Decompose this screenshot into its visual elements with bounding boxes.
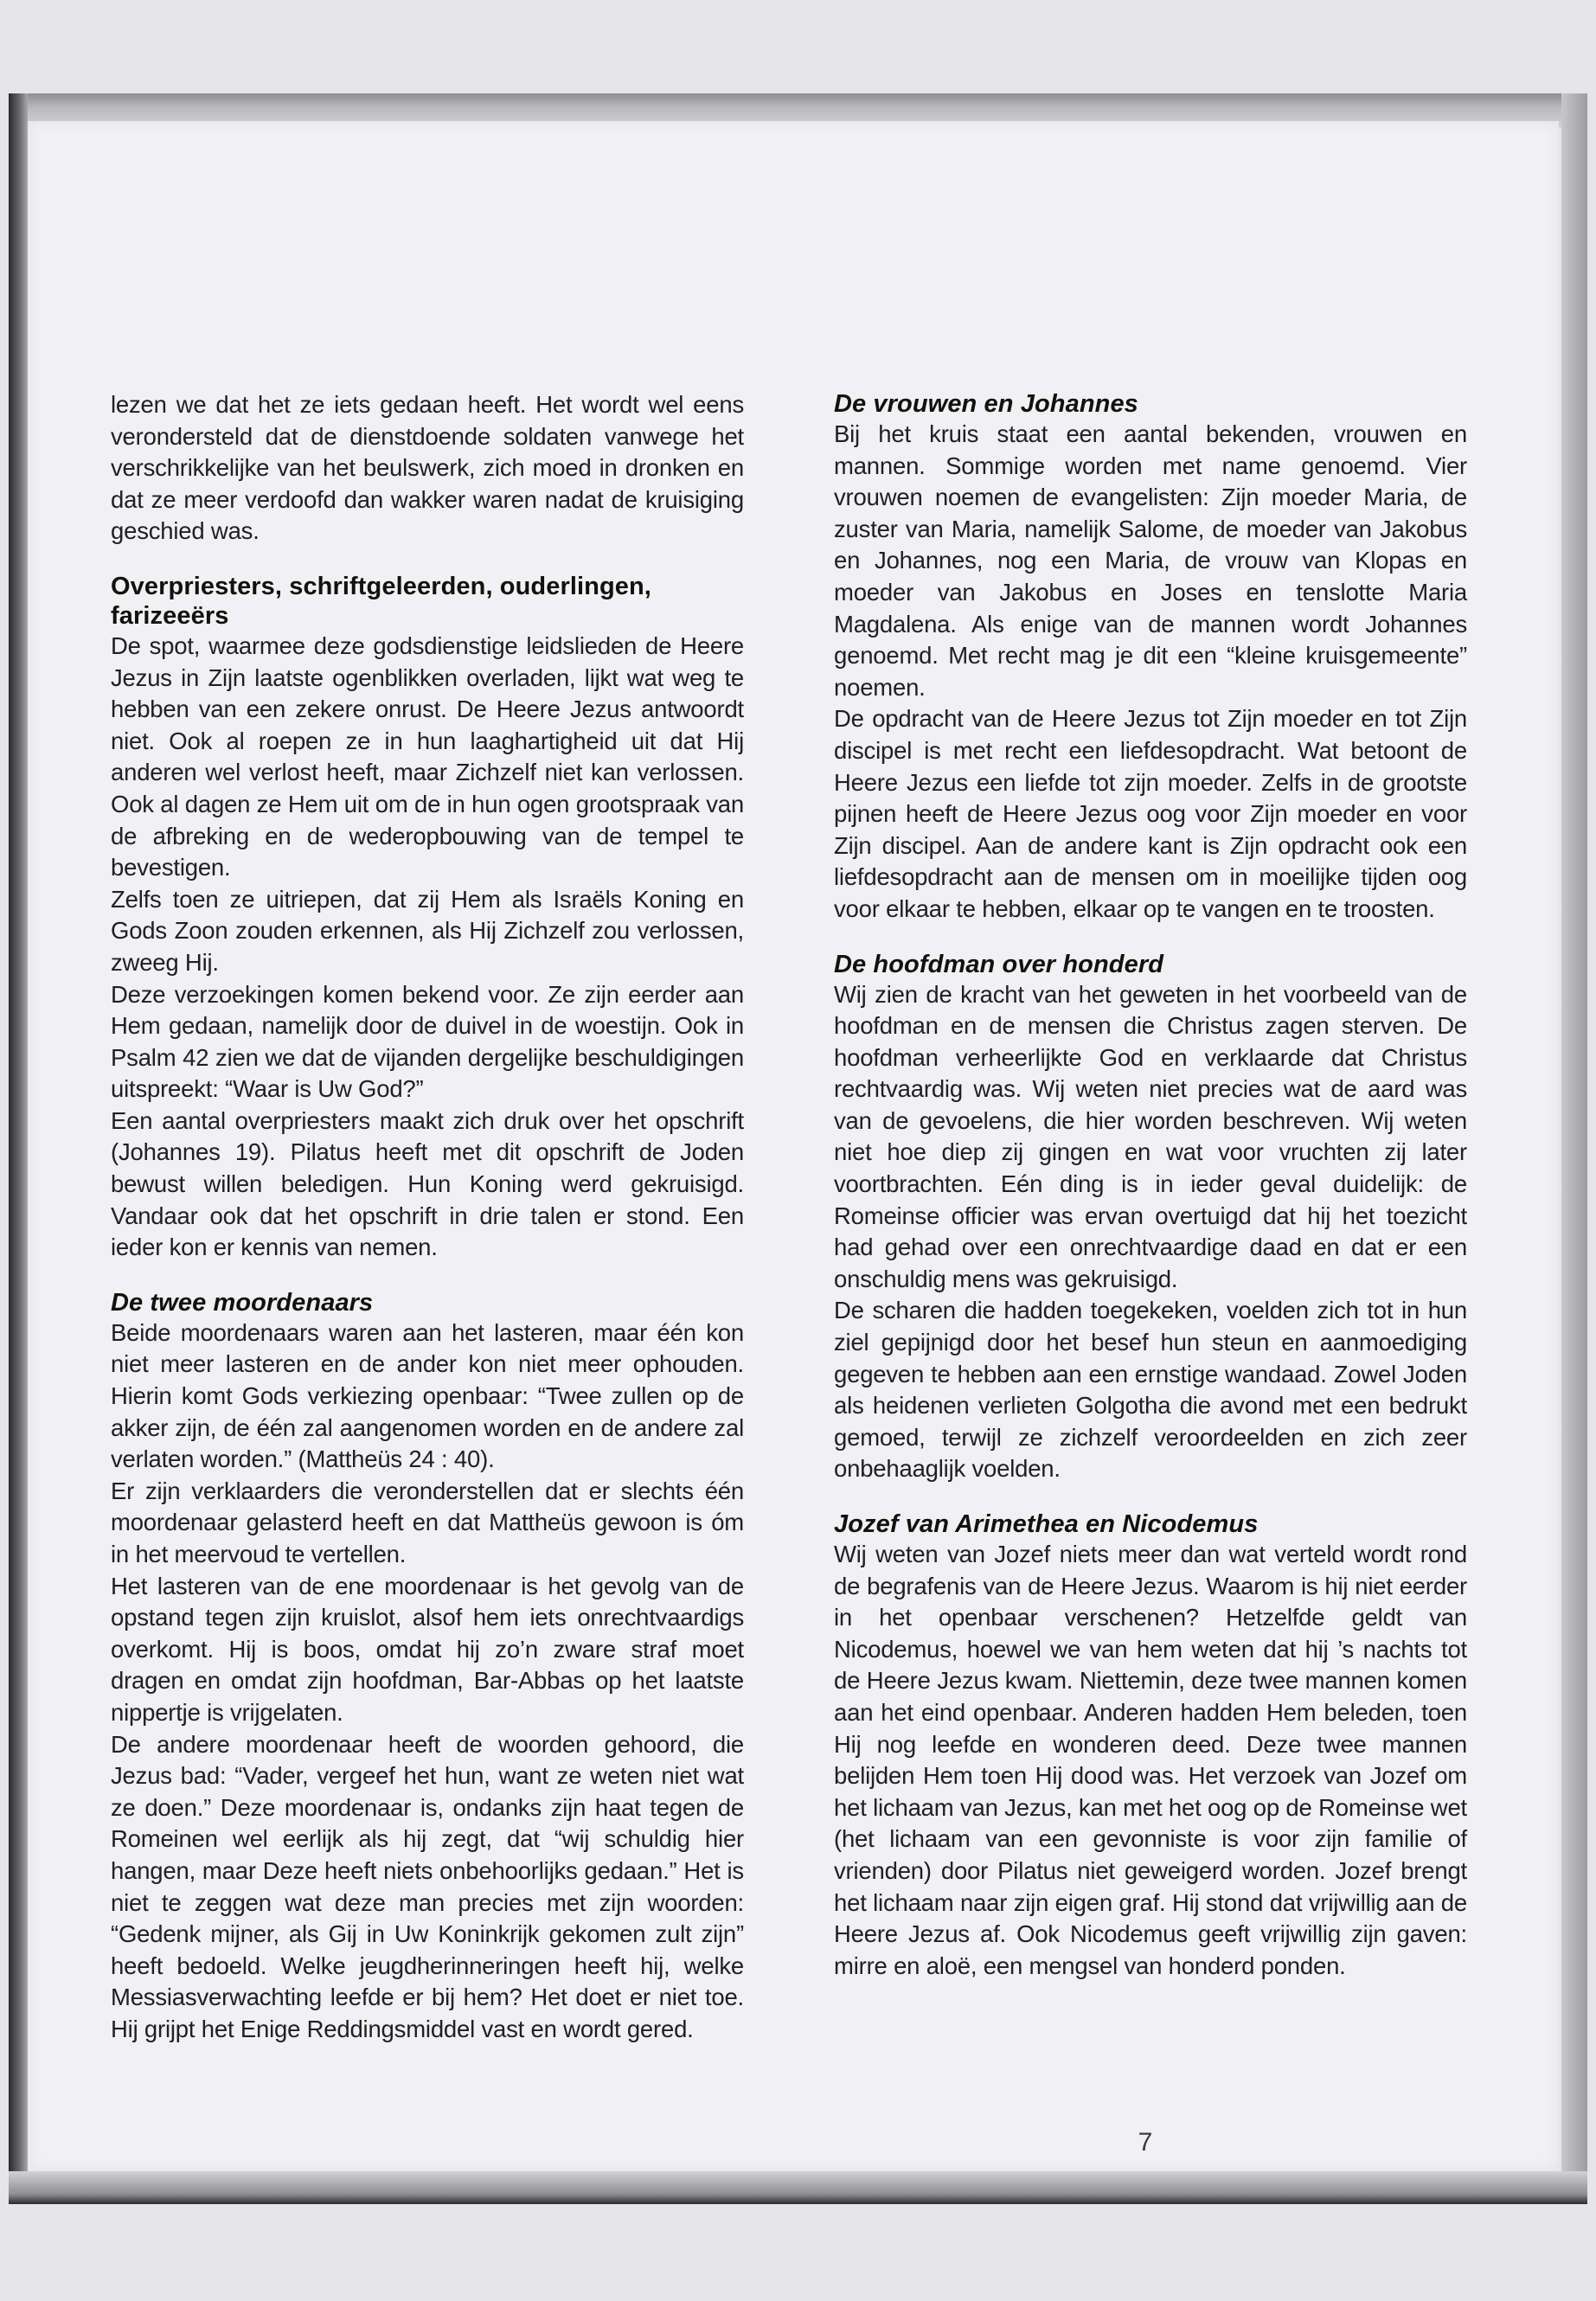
paragraph: Zelfs toen ze uitriepen, dat zij Hem als Israëls Koning en Gods Zoon zouden erkennen, als Hij Zichzelf zou verlossen, zweeg Hij. [111, 885, 744, 976]
paragraph: Bij het kruis staat een aantal bekenden, vrouwen en mannen. Sommige worden met name genoemd. Vier vrouwen noemen de evangelisten: Zijn moeder Maria, de zuster van Maria, namelijk Salome, de moeder van Jakobus en Johannes, nog een Maria, de vrouw van Klopas en moeder van Jakobus en Joses en tenslotte Maria Magdalena. Als enige van de mannen wordt Johannes genoemd. Met recht mag je dit een “kleine kruisgemeente” noemen. [834, 420, 1467, 701]
paragraph: Wij zien de kracht van het geweten in het voorbeeld van de hoofdman en de mensen die Christus zagen sterven. De hoofdman verheerlijkte God en verklaarde dat Christus rechtvaardig was. Wij weten niet precies wat de aard was van de gevoelens, die hier worden beschreven. Wij weten niet hoe diep zij gingen en wat voor vruchten zij later voortbrachten. Eén ding is in ieder geval duidelijk: de Romeinse officier was ervan overtuigd dat hij het toezicht had gehad over een onrechtvaardige daad en dat er een onschuldig mens was gekruisigd. [834, 980, 1467, 1292]
section-heading-vrouwen: De vrouwen en Johannes [834, 390, 1138, 418]
paragraph: De andere moordenaar heeft de woorden gehoord, die Jezus bad: “Vader, vergeef het hun, want ze weten niet wat ze doen.” Deze moordenaar is, ondanks zijn haat tegen de Romeinen wel eerlijk als hij zegt, dat “wij schuldig hier hangen, maar Deze heeft niets onbehoorlijks gedaan.” Het is niet te zeggen wat deze man precies met zijn woorden: “Gedenk mijner, als Gij in Uw Koninkrijk gekomen zult zijn” heeft bedoeld. Welke jeugdherinneringen heeft hij, welke Messiasverwachting leefde er bij hem? Het doet er niet toe. Hij grijpt het Enige Reddingsmiddel vast en wordt gered. [111, 1730, 744, 2042]
paragraph: De opdracht van de Heere Jezus tot Zijn moeder en tot Zijn discipel is met recht een liefdesopdracht. Wat betoont de Heere Jezus een liefde tot zijn moeder. Zelfs in de grootste pijnen heeft de Heere Jezus oog voor Zijn moeder en voor Zijn discipel. Aan de andere kant is Zijn opdracht ook een liefdesopdracht aan de mensen om in moeilijke tijden oog voor elkaar te hebben, elkaar op te vangen en te troosten. [834, 705, 1467, 922]
paragraph: Het lasteren van de ene moordenaar is het gevolg van de opstand tegen zijn kruislot, alsof hem iets onrechtvaardigs overkomt. Hij is boos, omdat hij zo’n zware straf moet dragen en omdat zijn hoofdman, Bar-Abbas op het laatste nippertje is vrijgelaten. [111, 1572, 744, 1726]
paragraph: Deze verzoekingen komen bekend voor. Ze zijn eerder aan Hem gedaan, namelijk door de duivel in de woestijn. Ook in Psalm 42 zien we dat de vijanden dergelijke beschuldigingen uitspreekt: “Waar is Uw God?” [111, 980, 744, 1103]
page-number: 7 [1138, 2128, 1153, 2157]
paragraph: Er zijn verklaarders die veronderstellen dat er slechts één moordenaar gelasterd heeft en dat Mattheüs gewoon is óm in het meervoud te vertellen. [111, 1477, 744, 1567]
paragraph: Beide moordenaars waren aan het lasteren, maar één kon niet meer lasteren en de ander kon niet meer ophouden. Hierin komt Gods verkiezing openbaar: “Twee zullen op de akker zijn, de één zal aangenomen worden en de andere zal verlaten worden.” (Mattheüs 24 : 40). [111, 1318, 744, 1473]
book-edge-right [1561, 93, 1587, 2204]
section-heading-hoofdman: De hoofdman over honderd [834, 950, 1164, 978]
section-heading-moordenaars: De twee moordenaars [111, 1288, 374, 1317]
right-column [834, 389, 1467, 1982]
intro-paragraph: lezen we dat het ze iets gedaan heeft. Het wordt wel eens verondersteld dat de dienstdoende soldaten vanwege het verschrikkelijke van het beulswerk, zich moed in dronken en dat ze meer verdoofd dan wakker waren nadat de kruisiging geschied was. [111, 391, 744, 545]
paragraph: De scharen die hadden toegekeken, voelden zich tot in hun ziel gepijnigd door het besef hun steun en aanmoediging gegeven te hebben aan een ernstige wandaad. Zowel Joden als heidenen verlieten Golgotha die avond met een bedrukt gemoed, terwijl ze zichzelf veroordeelden en zich zeer onbehaaglijk voelden. [834, 1297, 1467, 1483]
book-edge-bottom [9, 2171, 1587, 2204]
section-heading-jozef: Jozef van Arimethea en Nicodemus [834, 1510, 1259, 1538]
section-heading-overpriesters: Overpriesters, schriftgeleerden, ouderlingen, farizeeërs [111, 572, 651, 630]
book-spine-edge [9, 93, 28, 2204]
paragraph: Een aantal overpriesters maakt zich druk over het opschrift (Johannes 19). Pilatus heeft met dit opschrift de Joden bewust willen beledigen. Hun Koning werd gekruisigd. Vandaar ook dat het opschrift in drie talen er stond. Een ieder kon er kennis van nemen. [111, 1106, 744, 1261]
paragraph: Wij weten van Jozef niets meer dan wat verteld wordt rond de begrafenis van de Heere Jezus. Waarom is hij niet eerder in het openbaar verschenen? Hetzelfde geldt van Nicodemus, hoewel we van hem weten dat hij ’s nachts tot de Heere Jezus kwam. Niettemin, deze twee mannen komen aan het eind openbaar. Anderen hadden Hem beleden, toen Hij nog leefde en wonderen deed. Deze twee mannen belijden Hem toen Hij dood was. Het verzoek van Jozef om het lichaam van Jezus, kan met het oog op de Romeinse wet (het lichaam van een gevonniste is voor zijn familie of vrienden) door Pilatus niet geweigerd worden. Jozef brengt het lichaam naar zijn eigen graf. Hij stond dat vrijwillig aan de Heere Jezus af. Ook Nicodemus geeft vrijwillig zijn gaven: mirre en aloë, een mengsel van honderd ponden. [834, 1541, 1467, 1979]
paragraph: De spot, waarmee deze godsdienstige leidslieden de Heere Jezus in Zijn laatste ogenblikken overladen, lijkt wat weg te hebben van een zekere onrust. De Heere Jezus antwoordt niet. Ook al roepen ze in hun laaghartigheid uit dat Hij anderen wel verlost heeft, maar Zichzelf niet kan verlossen. Ook al dagen ze Hem uit om de in hun ogen grootspraak van de afbreking en de wederopbouwing van de tempel te bevestigen. [111, 631, 744, 881]
book-page [28, 121, 1559, 2171]
left-column [111, 389, 744, 2046]
